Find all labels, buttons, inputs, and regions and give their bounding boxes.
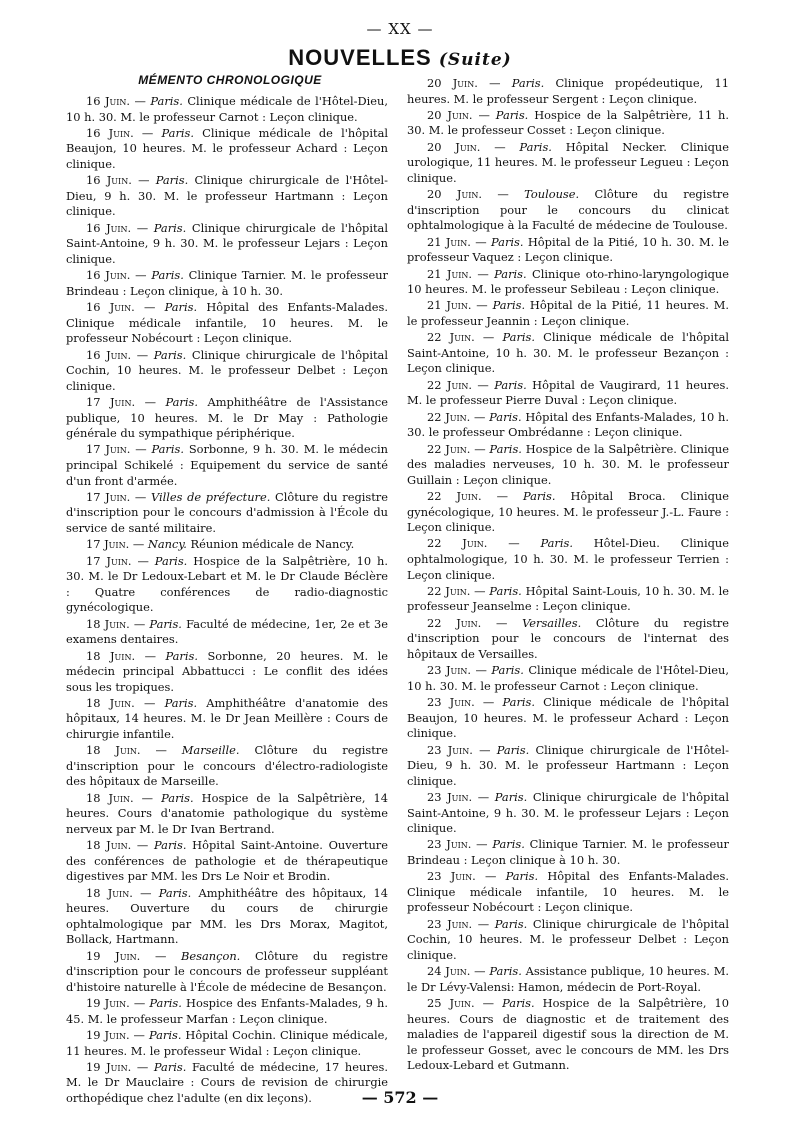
calendar-entry: 20 Juin. — Paris. Hospice de la Salpêtrière, 11 h. 30. M. le professeur Cosset : Leçon clinique. bbox=[407, 107, 729, 138]
entry-date: 16 Juin. bbox=[86, 268, 131, 283]
page-number: — 572 — bbox=[361, 1088, 439, 1107]
entry-place: Paris. bbox=[158, 885, 192, 900]
calendar-entry: 17 Juin. — Nancy. Réunion médicale de Nancy. bbox=[86, 537, 355, 552]
calendar-entry: 19 Juin. — Paris. Hospice des Enfants-Malades, 9 h. 45. M. le professeur Marfan : Leçon clinique. bbox=[66, 996, 388, 1026]
entry-date: 20 Juin. bbox=[427, 76, 478, 90]
calendar-entry: 16 Juin. — Paris. Clinique chirurgicale de l'hôpital Cochin, 10 heures. M. le professeur Delbet : Leçon clinique. bbox=[66, 347, 388, 393]
entry-text: Sorbonne, 20 heures. M. le médecin principal Abbattucci : Le conflit des idées sous les tropiques. bbox=[66, 648, 388, 694]
entry-date: 23 Juin. bbox=[427, 695, 475, 710]
entry-place: Paris. bbox=[502, 996, 535, 1011]
entry-text: Assistance publique, 10 heures. M. le Dr Lévy-Valensi: Hamon, médecin de Port-Royal. bbox=[407, 964, 729, 994]
entry-place: Paris. bbox=[494, 916, 528, 931]
entry-date: 22 Juin. bbox=[427, 409, 471, 424]
entry-date: 16 Juin. bbox=[86, 347, 132, 362]
entry-place: Paris. bbox=[494, 789, 528, 804]
entry-text: Clinique oto-rhino-laryngologique 10 heures. M. le professeur Sebileau : Leçon clinique. bbox=[407, 266, 729, 297]
calendar-entry: 18 Juin. — Paris. Hospice de la Salpêtrière, 14 heures. Cours d'anatomie pathologique du système nerveux par M. le Dr Ivan Bertrand. bbox=[66, 790, 388, 836]
entry-text: Faculté de médecine, 1er, 2e et 3e examens dentaires. bbox=[66, 616, 388, 647]
entry-text: Hospice de la Salpêtrière. Clinique des maladies nerveuses, 10 h. 30. M. le professeur Guillain : Leçon clinique. bbox=[407, 441, 729, 487]
entry-date: 18 Juin. bbox=[86, 838, 132, 853]
entry-date: 23 Juin. bbox=[427, 789, 473, 804]
entry-date: 17 Juin. bbox=[86, 394, 136, 409]
calendar-entry: 19 Juin. — Paris. Hôpital Cochin. Clinique médicale, 11 heures. M. le professeur Widal : Leçon clinique. bbox=[66, 1028, 388, 1058]
entry-place: Paris. bbox=[489, 409, 522, 424]
entry-place: Paris. bbox=[154, 553, 188, 568]
entry-text: Clinique chirurgicale de l'hôpital Cochin, 10 heures. M. le professeur Delbet : Leçon clinique. bbox=[407, 916, 729, 962]
calendar-entry: 16 Juin. — Paris. Hôpital des Enfants-Malades. Clinique médicale infantile, 10 heures. M. le professeur Nobécourt : Leçon clinique. bbox=[66, 300, 388, 346]
entry-date: 18 Juin. bbox=[86, 648, 136, 663]
entry-place: Paris. bbox=[149, 616, 182, 631]
entry-place: Paris. bbox=[489, 964, 522, 979]
entry-date: 16 Juin. bbox=[86, 94, 131, 108]
left-column bbox=[66, 94, 388, 1107]
calendar-entry: 17 Juin. — Paris. Sorbonne, 9 h. 30. M. le médecin principal Schikelé : Equipement du service de santé d'un front d'armée. bbox=[66, 442, 388, 488]
entry-place: Paris. bbox=[164, 300, 198, 315]
entry-date: 22 Juin. bbox=[427, 615, 482, 630]
entry-place: Paris. bbox=[495, 107, 529, 122]
entry-place: Paris. bbox=[154, 838, 187, 853]
calendar-entry: 16 Juin. — Paris. Clinique médicale de l'hôpital Beaujon, 10 heures. M. le professeur Achard : Leçon clinique. bbox=[66, 125, 388, 171]
calendar-entry: 22 Juin. — Paris. Hôpital des Enfants-Malades, 10 h. 30. le professeur Ombrédanne : Leçon clinique. bbox=[407, 409, 729, 440]
entry-text: Hospice de la Salpêtrière, 10 heures. Cours de diagnostic et de traitement des maladies de l'appareil digestif sous la direction de M. le professeur Gosset, avec le concours de MM. les Drs Ledoux-Lebard et Gutmann. bbox=[407, 996, 729, 1073]
section-title bbox=[0, 45, 800, 71]
entry-place: Paris. bbox=[153, 347, 187, 362]
entry-date: 16 Juin. bbox=[86, 300, 135, 315]
calendar-entry: 17 Juin. — Paris. Hospice de la Salpêtrière, 10 h. 30. M. le Dr Ledoux-Lebart et M. le Dr Claude Béclère : Quatre conférences de radio-diagnostic gynécologique. bbox=[66, 553, 388, 615]
calendar-entry: 20 Juin. — Paris. Hôpital Necker. Clinique urologique, 11 heures. M. le professeur Legueu : Leçon clinique. bbox=[407, 139, 729, 185]
entry-place: Paris. bbox=[164, 695, 198, 710]
entry-date: 19 Juin. bbox=[86, 1028, 130, 1042]
entry-place: Paris. bbox=[151, 268, 184, 283]
entry-place: Paris. bbox=[502, 695, 535, 710]
entry-place: Paris. bbox=[165, 648, 198, 663]
entry-text: Réunion médicale de Nancy. bbox=[186, 537, 355, 552]
entry-text: Hospice de la Salpêtrière, 10 h. 30. M. le Dr Ledoux-Lebart et M. le Dr Claude Béclère : Quatre conférences de radio-diagnostic gynécologique. bbox=[66, 553, 388, 615]
memento-subtitle: MÉMENTO CHRONOLOGIQUE bbox=[138, 73, 322, 87]
entry-text: Clinique médicale de l'hôpital Beaujon, 10 heures. M. le professeur Achard : Leçon clinique. bbox=[407, 695, 729, 741]
entry-text: Amphithéâtre des hôpitaux, 14 heures. Ouverture du cours de chirurgie ophtalmologique par MM. les Drs Morax, Magitot, Bollack, Hartmann. bbox=[66, 885, 388, 947]
entry-place: Besançon. bbox=[181, 948, 241, 963]
entry-place: Paris. bbox=[492, 837, 525, 852]
entry-text: Clinique chirurgicale de l'hôpital Saint-Antoine, 9 h. 30. M. le professeur Lejars : Leçon clinique. bbox=[66, 220, 388, 266]
entry-text: Hôpital de la Pitié, 10 h. 30. M. le professeur Vaquez : Leçon clinique. bbox=[407, 234, 729, 265]
calendar-entry: 22 Juin. — Paris. Hôpital Saint-Louis, 10 h. 30. M. le professeur Jeanselme : Leçon clinique. bbox=[407, 583, 729, 614]
entry-place: Paris. bbox=[165, 394, 198, 409]
entry-date: 16 Juin. bbox=[86, 125, 134, 140]
calendar-entry: 17 Juin. — Villes de préfecture. Clôture du registre d'inscription pour le concours d'admission à l'École du service de santé militaire. bbox=[66, 489, 388, 535]
entry-text: Clinique médicale de l'Hôtel-Dieu, 10 h. 30. M. le professeur Carnot : Leçon clinique. bbox=[66, 94, 388, 124]
entry-date: 23 Juin. bbox=[427, 916, 473, 931]
entry-place: Paris. bbox=[540, 536, 573, 551]
entry-date: 17 Juin. bbox=[86, 553, 132, 568]
entry-text: Clinique médicale de l'Hôtel-Dieu, 10 h. 30. M. le professeur Carnot : Leçon clinique. bbox=[407, 663, 729, 693]
entry-text: Sorbonne, 9 h. 30. M. le médecin principal Schikelé : Equipement du service de santé d'un front d'armée. bbox=[66, 442, 388, 488]
calendar-entry: 23 Juin. — Paris. Clinique Tarnier. M. le professeur Brindeau : Leçon clinique à 10 h. 30. bbox=[407, 837, 729, 867]
entry-text: Hôpital de la Pitié, 11 heures. M. le professeur Jeannin : Leçon clinique. bbox=[407, 298, 729, 328]
section-title-text: NOUVELLES bbox=[288, 45, 432, 70]
entry-date: 18 Juin. bbox=[86, 695, 135, 710]
entry-date: 22 Juin. bbox=[427, 377, 472, 392]
entry-date: 16 Juin. bbox=[86, 220, 132, 235]
entry-text: Hôpital Necker. Clinique urologique, 11 heures. M. le professeur Legueu : Leçon clinique. bbox=[407, 139, 729, 185]
calendar-entry: 17 Juin. — Paris. Amphithéâtre de l'Assistance publique, 10 heures. M. le Dr May : Pathologie générale du sympathique périphérique. bbox=[66, 394, 388, 441]
calendar-entry: 18 Juin. — Marseille. Clôture du registre d'inscription pour le concours d'électro-radiologiste des hôpitaux de Marseille. bbox=[66, 743, 388, 789]
entry-place: Marseille. bbox=[181, 743, 240, 758]
entry-place: Paris. bbox=[511, 76, 545, 90]
entry-date: 25 Juin. bbox=[427, 996, 475, 1011]
calendar-entry: 25 Juin. — Paris. Hospice de la Salpêtrière, 10 heures. Cours de diagnostic et de traitement des maladies de l'appareil digestif sous la direction de M. le professeur Gosset, avec le concours de MM. les Drs Ledoux-Lebard et Gutmann. bbox=[407, 996, 729, 1073]
entry-place: Paris. bbox=[489, 583, 522, 598]
entry-date: 17 Juin. bbox=[86, 489, 131, 504]
calendar-entry: 21 Juin. — Paris. Hôpital de la Pitié, 11 heures. M. le professeur Jeannin : Leçon clinique. bbox=[407, 298, 729, 328]
calendar-entry: 16 Juin. — Paris. Clinique chirurgicale de l'Hôtel-Dieu, 9 h. 30. M. le professeur Hartmann : Leçon clinique. bbox=[66, 173, 388, 219]
entry-place: Paris. bbox=[492, 298, 526, 313]
calendar-entry: 20 Juin. — Paris. Clinique propédeutique, 11 heures. M. le professeur Sergent : Leçon clinique. bbox=[407, 76, 729, 106]
entry-text: Clinique chirurgicale de l'hôpital Saint-Antoine, 9 h. 30. M. le professeur Lejars : Leçon clinique. bbox=[407, 789, 729, 836]
calendar-entry: 18 Juin. — Paris. Amphithéâtre des hôpitaux, 14 heures. Ouverture du cours de chirurgie ophtalmologique par MM. les Drs Morax, Magitot, Bollack, Hartmann. bbox=[66, 885, 388, 947]
entry-text: Clinique chirurgicale de l'hôpital Cochin, 10 heures. M. le professeur Delbet : Leçon clinique. bbox=[66, 347, 388, 393]
entry-place: Paris. bbox=[522, 488, 556, 503]
entry-place: Paris. bbox=[519, 139, 552, 154]
calendar-entry: 22 Juin. — Versailles. Clôture du registre d'inscription pour le concours de l'internat des hôpitaux de Versailles. bbox=[407, 615, 729, 661]
entry-place: Versailles. bbox=[522, 615, 582, 630]
entry-text: Hôpital des Enfants-Malades. Clinique médicale infantile, 10 heures. M. le professeur Nobécourt : Leçon clinique. bbox=[407, 869, 729, 915]
entry-date: 21 Juin. bbox=[427, 234, 471, 249]
entry-place: Paris. bbox=[505, 869, 539, 884]
entry-text: Clôture du registre d'inscription pour le concours de l'internat des hôpitaux de Versailles. bbox=[407, 615, 729, 661]
entry-text: Clinique Tarnier. M. le professeur Brindeau : Leçon clinique à 10 h. 30. bbox=[407, 837, 729, 867]
calendar-entry: 18 Juin. — Paris. Sorbonne, 20 heures. M. le médecin principal Abbattucci : Le conflit des idées sous les tropiques. bbox=[66, 648, 388, 694]
entry-date: 18 Juin. bbox=[86, 616, 130, 631]
entry-date: 19 Juin. bbox=[86, 948, 141, 963]
entry-date: 17 Juin. bbox=[86, 537, 130, 552]
entry-text: Hospice de la Salpêtrière, 11 h. 30. M. le professeur Cosset : Leçon clinique. bbox=[407, 107, 729, 138]
entry-place: Paris. bbox=[494, 266, 527, 281]
entry-place: Paris. bbox=[502, 330, 535, 345]
calendar-entry: 23 Juin. — Paris. Clinique médicale de l'Hôtel-Dieu, 10 h. 30. M. le professeur Carnot : Leçon clinique. bbox=[407, 663, 729, 693]
entry-date: 17 Juin. bbox=[86, 442, 131, 457]
entry-text: Hôpital de Vaugirard, 11 heures. M. le professeur Pierre Duval : Leçon clinique. bbox=[407, 377, 729, 408]
calendar-entry: 20 Juin. — Toulouse. Clôture du registre d'inscription pour le concours du clinicat ophtalmologique à la Faculté de médecine de Toulouse. bbox=[407, 187, 729, 233]
calendar-entry: 23 Juin. — Paris. Clinique chirurgicale de l'hôpital Saint-Antoine, 9 h. 30. M. le professeur Lejars : Leçon clinique. bbox=[407, 789, 729, 836]
calendar-entry: 22 Juin. — Paris. Hospice de la Salpêtrière. Clinique des maladies nerveuses, 10 h. 30. M. le professeur Guillain : Leçon clinique. bbox=[407, 441, 729, 487]
entry-place: Paris. bbox=[151, 442, 184, 457]
entry-date: 20 Juin. bbox=[427, 107, 473, 122]
entry-text: Hôpital Saint-Louis, 10 h. 30. M. le professeur Jeanselme : Leçon clinique. bbox=[407, 583, 729, 614]
section-title-suite: (Suite) bbox=[438, 50, 512, 70]
page-header: — XX — bbox=[366, 20, 434, 38]
entry-place: Paris. bbox=[496, 742, 530, 757]
entry-date: 22 Juin. bbox=[427, 488, 482, 503]
entry-place: Paris. bbox=[148, 1028, 182, 1042]
calendar-entry: 23 Juin. — Paris. Clinique chirurgicale de l'hôpital Cochin, 10 heures. M. le professeur Delbet : Leçon clinique. bbox=[407, 916, 729, 962]
entry-text: Hôpital Broca. Clinique gynécologique, 10 heures. M. le professeur J.-L. Faure : Leçon clinique. bbox=[407, 488, 729, 535]
calendar-entry: 22 Juin. — Paris. Hôpital de Vaugirard, 11 heures. M. le professeur Pierre Duval : Leçon clinique. bbox=[407, 377, 729, 408]
calendar-entry: 23 Juin. — Paris. Clinique chirurgicale de l'Hôtel-Dieu, 9 h. 30. M. le professeur Hartmann : Leçon clinique. bbox=[407, 742, 729, 788]
right-column bbox=[407, 76, 729, 1075]
entry-place: Villes de préfecture. bbox=[150, 489, 271, 504]
entry-place: Toulouse. bbox=[524, 187, 580, 202]
calendar-entry: 22 Juin. — Paris. Hôpital Broca. Clinique gynécologique, 10 heures. M. le professeur J.-L. Faure : Leçon clinique. bbox=[407, 488, 729, 535]
entry-date: 22 Juin. bbox=[427, 536, 488, 551]
calendar-entry: 22 Juin. — Paris. Clinique médicale de l'hôpital Saint-Antoine, 10 h. 30. M. le professeur Bezançon : Leçon clinique. bbox=[407, 330, 729, 376]
calendar-entry: 23 Juin. — Paris. Clinique médicale de l'hôpital Beaujon, 10 heures. M. le professeur Achard : Leçon clinique. bbox=[407, 695, 729, 741]
entry-date: 23 Juin. bbox=[427, 869, 476, 884]
calendar-entry: 16 Juin. — Paris. Clinique Tarnier. M. le professeur Brindeau : Leçon clinique, à 10 h. 30. bbox=[66, 268, 388, 298]
entry-place: Nancy. bbox=[147, 537, 187, 552]
entry-date: 23 Juin. bbox=[427, 663, 472, 678]
entry-place: Paris. bbox=[161, 125, 194, 140]
entry-place: Paris. bbox=[153, 220, 187, 235]
entry-date: 16 Juin. bbox=[86, 173, 132, 188]
entry-date: 24 Juin. bbox=[427, 964, 471, 979]
calendar-entry: 18 Juin. — Paris. Faculté de médecine, 1er, 2e et 3e examens dentaires. bbox=[66, 616, 388, 647]
calendar-entry: 18 Juin. — Paris. Amphithéâtre d'anatomie des hôpitaux, 14 heures. M. le Dr Jean Meillère : Cours de chirurgie infantile. bbox=[66, 695, 388, 742]
entry-text: Clinique chirurgicale de l'Hôtel-Dieu, 9 h. 30. M. le professeur Hartmann : Leçon clinique. bbox=[66, 173, 388, 219]
entry-text: Hôpital Saint-Antoine. Ouverture des conférences de pathologie et de thérapeutique digestives par MM. les Drs Le Noir et Brodin. bbox=[66, 838, 388, 884]
entry-place: Paris. bbox=[489, 441, 522, 456]
entry-date: 20 Juin. bbox=[427, 187, 482, 202]
entry-text: Clôture du registre d'inscription pour le concours d'admission à l'École du service de santé militaire. bbox=[66, 489, 388, 535]
entry-place: Paris. bbox=[155, 173, 189, 188]
entry-text: Clôture du registre d'inscription pour le concours de professeur suppléant d'histoire naturelle à l'École de médecine de Besançon. bbox=[66, 948, 388, 994]
entry-place: Paris. bbox=[494, 377, 527, 392]
entry-text: Amphithéâtre de l'Assistance publique, 10 heures. M. le Dr May : Pathologie générale du sympathique périphérique. bbox=[66, 394, 388, 441]
entry-date: 19 Juin. bbox=[86, 1059, 132, 1074]
calendar-entry: 23 Juin. — Paris. Hôpital des Enfants-Malades. Clinique médicale infantile, 10 heures. M. le professeur Nobécourt : Leçon clinique. bbox=[407, 869, 729, 915]
entry-text: Hôtel-Dieu. Clinique ophtalmologique, 10 h. 30. M. le professeur Terrien : Leçon clinique. bbox=[407, 536, 729, 582]
entry-text: Hospice des Enfants-Malades, 9 h. 45. M. le professeur Marfan : Leçon clinique. bbox=[66, 996, 388, 1026]
calendar-entry: 21 Juin. — Paris. Clinique oto-rhino-laryngologique 10 heures. M. le professeur Sebileau : Leçon clinique. bbox=[407, 266, 729, 297]
entry-text: Amphithéâtre d'anatomie des hôpitaux, 14 heures. M. le Dr Jean Meillère : Cours de chirurgie infantile. bbox=[66, 695, 388, 742]
entry-place: Paris. bbox=[161, 790, 194, 805]
entry-date: 18 Juin. bbox=[86, 790, 134, 805]
entry-place: Paris. bbox=[150, 94, 183, 108]
entry-date: 21 Juin. bbox=[427, 266, 472, 281]
entry-text: Hôpital des Enfants-Malades, 10 h. 30. le professeur Ombrédanne : Leçon clinique. bbox=[407, 409, 729, 440]
calendar-entry: 22 Juin. — Paris. Hôtel-Dieu. Clinique ophtalmologique, 10 h. 30. M. le professeur Terrien : Leçon clinique. bbox=[407, 536, 729, 582]
calendar-entry: 19 Juin. — Paris. Faculté de médecine, 17 heures. M. le Dr Mauclaire : Cours de revision de chirurgie orthopédique chez l'adulte (en dix leçons). bbox=[66, 1059, 388, 1105]
entry-place: Paris. bbox=[149, 996, 182, 1011]
entry-place: Paris. bbox=[491, 663, 524, 678]
entry-date: 22 Juin. bbox=[427, 441, 471, 456]
calendar-entry: 18 Juin. — Paris. Hôpital Saint-Antoine. Ouverture des conférences de pathologie et de thérapeutique digestives par MM. les Drs Le Noir et Brodin. bbox=[66, 838, 388, 884]
entry-text: Faculté de médecine, 17 heures. M. le Dr Mauclaire : Cours de revision de chirurgie orthopédique chez l'adulte (en dix leçons). bbox=[66, 1059, 388, 1105]
entry-date: 22 Juin. bbox=[427, 583, 471, 598]
entry-date: 23 Juin. bbox=[427, 837, 472, 852]
calendar-entry: 24 Juin. — Paris. Assistance publique, 10 heures. M. le Dr Lévy-Valensi: Hamon, médecin de Port-Royal. bbox=[407, 964, 729, 994]
entry-text: Clinique propédeutique, 11 heures. M. le professeur Sergent : Leçon clinique. bbox=[407, 76, 729, 106]
entry-date: 20 Juin. bbox=[427, 139, 481, 154]
entry-text: Hôpital des Enfants-Malades. Clinique médicale infantile, 10 heures. M. le professeur Nobécourt : Leçon clinique. bbox=[66, 300, 388, 346]
entry-text: Clôture du registre d'inscription pour le concours d'électro-radiologiste des hôpitaux de Marseille. bbox=[66, 743, 388, 789]
entry-place: Paris. bbox=[153, 1059, 187, 1074]
entry-text: Hôpital Cochin. Clinique médicale, 11 heures. M. le professeur Widal : Leçon clinique. bbox=[66, 1028, 388, 1058]
entry-date: 19 Juin. bbox=[86, 996, 130, 1011]
entry-text: Clinique médicale de l'hôpital Saint-Antoine, 10 h. 30. M. le professeur Bezançon : Leçon clinique. bbox=[407, 330, 729, 376]
entry-text: Clôture du registre d'inscription pour le concours du clinicat ophtalmologique à la Faculté de médecine de Toulouse. bbox=[407, 187, 729, 233]
entry-date: 22 Juin. bbox=[427, 330, 475, 345]
entry-text: Hospice de la Salpêtrière, 14 heures. Cours d'anatomie pathologique du système nerveux par M. le Dr Ivan Bertrand. bbox=[66, 790, 388, 836]
entry-text: Clinique Tarnier. M. le professeur Brindeau : Leçon clinique, à 10 h. 30. bbox=[66, 268, 388, 298]
entry-text: Clinique chirurgicale de l'Hôtel-Dieu, 9 h. 30. M. le professeur Hartmann : Leçon clinique. bbox=[407, 742, 729, 788]
entry-text: Clinique médicale de l'hôpital Beaujon, 10 heures. M. le professeur Achard : Leçon clinique. bbox=[66, 125, 388, 171]
entry-date: 23 Juin. bbox=[427, 742, 473, 757]
entry-date: 18 Juin. bbox=[86, 885, 133, 900]
entry-place: Paris. bbox=[491, 234, 524, 249]
calendar-entry: 16 Juin. — Paris. Clinique chirurgicale de l'hôpital Saint-Antoine, 9 h. 30. M. le professeur Lejars : Leçon clinique. bbox=[66, 220, 388, 266]
calendar-entry: 21 Juin. — Paris. Hôpital de la Pitié, 10 h. 30. M. le professeur Vaquez : Leçon clinique. bbox=[407, 234, 729, 265]
entry-date: 21 Juin. bbox=[427, 298, 472, 313]
entry-date: 18 Juin. bbox=[86, 743, 141, 758]
calendar-entry: 19 Juin. — Besançon. Clôture du registre d'inscription pour le concours de professeur suppléant d'histoire naturelle à l'École de médecine de Besançon. bbox=[66, 948, 388, 994]
calendar-entry: 16 Juin. — Paris. Clinique médicale de l'Hôtel-Dieu, 10 h. 30. M. le professeur Carnot : Leçon clinique. bbox=[66, 94, 388, 124]
